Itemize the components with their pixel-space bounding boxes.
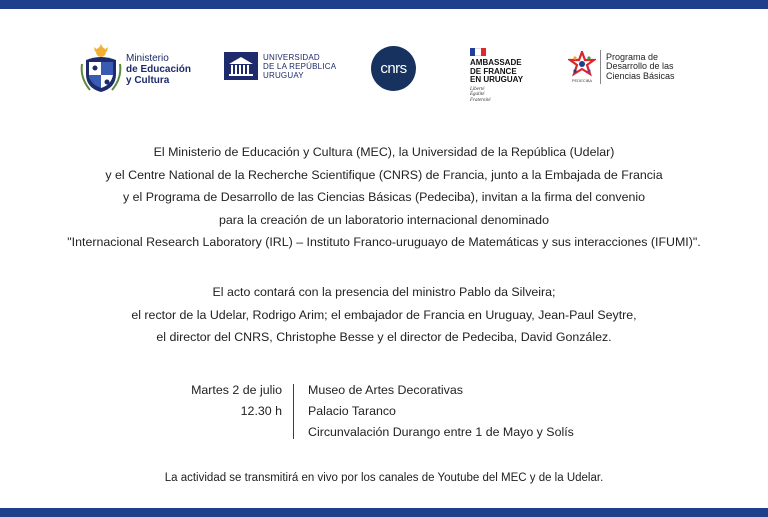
event-building: Palacio Taranco: [308, 404, 396, 418]
intro-line: y el Centre National de la Recherche Scientifique (CNRS) de Francia, junto a la Embajada de Francia: [105, 167, 663, 182]
mec-line2: de Educación: [126, 63, 192, 75]
mec-logo: [80, 44, 191, 94]
event-datetime: [191, 380, 282, 422]
udelar-line1: UNIVERSIDAD: [263, 52, 320, 62]
intro-line: y el Programa de Desarrollo de las Ciencias Básicas (Pedeciba), invitan a la firma del convenio: [122, 190, 646, 204]
ambassade-logo: [470, 48, 523, 103]
uruguay-coat-of-arms-icon: [80, 44, 122, 94]
pedeciba-divider: [600, 50, 601, 84]
pedeciba-line1: Programa de: [606, 51, 659, 62]
logo-strip: [0, 40, 768, 110]
event-time: 12.30 h: [240, 404, 282, 418]
attendees-line: el director del CNRS, Christophe Besse y el director de Pedeciba, David González.: [156, 330, 612, 344]
attendees-line: El acto contará con la presencia del ministro Pablo da Silveira;: [212, 285, 556, 299]
intro-line: para la creación de un laboratorio internacional denominado: [219, 212, 549, 227]
ambassade-line2: DE FRANCE: [470, 66, 517, 76]
broadcast-note: La actividad se transmitirá en vivo por los canales de Youtube del MEC y de la Udelar.: [164, 472, 604, 484]
motto-liberte: Liberté: [470, 86, 485, 92]
pedeciba-line2: Desarrollo de las: [606, 61, 674, 72]
cnrs-logo: [371, 46, 416, 91]
event-location: [308, 380, 574, 443]
pedeciba-emblem: [568, 51, 596, 83]
attendees-paragraph: [0, 281, 768, 349]
pedeciba-small-label: PEDECIBA: [571, 78, 593, 83]
university-building-icon: [224, 52, 258, 80]
udelar-logo: [224, 52, 336, 80]
motto-fraternite: Fraternité: [470, 97, 491, 103]
pedeciba-star-icon: [568, 51, 596, 77]
ambassade-logo-text: [470, 59, 523, 85]
event-details: [0, 380, 768, 442]
pedeciba-line3: Ciencias Básicas: [606, 70, 675, 81]
top-border-bar: [0, 0, 768, 9]
udelar-line3: URUGUAY: [263, 70, 304, 80]
intro-line: "Internacional Research Laboratory (IRL) – Instituto Franco-uruguayo de Matemáticas y sus interacciones (IFUMI)".: [67, 235, 701, 249]
mec-line3: y Cultura: [126, 74, 170, 86]
intro-line: El Ministerio de Educación y Cultura (MEC), la Universidad de la República (Udelar): [153, 145, 615, 159]
french-flag-icon: [470, 48, 486, 56]
attendees-line: el rector de la Udelar, Rodrigo Arim; el embajador de Francia en Uruguay, Jean-Paul Seytre,: [131, 307, 637, 322]
pedeciba-logo: [568, 50, 675, 84]
cnrs-logo-circle: cnrs: [371, 46, 416, 91]
bottom-border-bar: [0, 508, 768, 517]
udelar-line2: DE LA REPÚBLICA: [263, 61, 337, 71]
ambassade-line3: EN URUGUAY: [470, 75, 524, 84]
event-address: Circunvalación Durango entre 1 de Mayo y Solís: [308, 425, 574, 439]
ambassade-line1: AMBASSADE: [470, 58, 522, 67]
event-divider: [293, 384, 294, 439]
invitation-paragraph: [0, 141, 768, 254]
pedeciba-logo-text: [606, 53, 675, 82]
event-date: Martes 2 de julio: [191, 383, 282, 397]
motto-egalite: Égalité: [470, 92, 485, 97]
udelar-logo-text: [263, 53, 336, 80]
mec-line1: Ministerio: [126, 52, 169, 64]
ambassade-motto: [470, 87, 491, 104]
mec-logo-text: [126, 53, 191, 86]
event-venue: Museo de Artes Decorativas: [308, 383, 463, 397]
